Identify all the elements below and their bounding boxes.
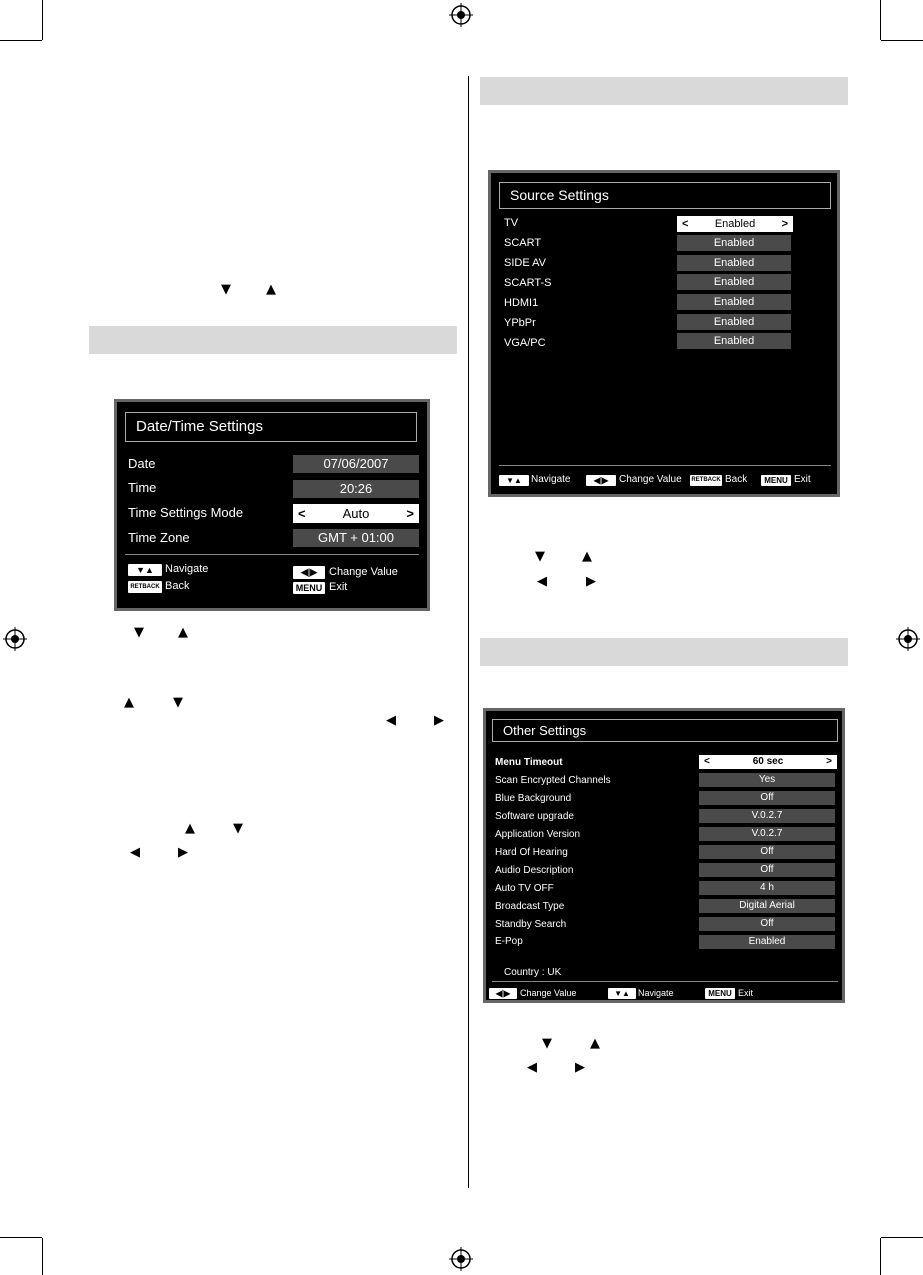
source-scart-s-value[interactable]: Enabled	[677, 274, 791, 290]
menu-key-icon: MENU	[705, 988, 735, 999]
e-pop-label: E-Pop	[495, 936, 523, 947]
registration-mark-icon	[449, 3, 473, 27]
change-value-legend: Change Value	[329, 566, 398, 578]
source-scart-s-label: SCART-S	[504, 277, 552, 289]
down-arrow-icon: ▼	[221, 282, 231, 297]
source-scart-value[interactable]: Enabled	[677, 235, 791, 251]
other-settings-screen	[483, 708, 845, 1003]
change-value-key-icon: ◀|▶	[586, 475, 616, 486]
crop-mark	[880, 1238, 881, 1275]
navigate-key-icon: ▼▲	[499, 475, 529, 486]
right-arrow-icon: ▶	[178, 845, 188, 860]
up-arrow-icon: ▲	[185, 821, 195, 836]
software-upgrade-label: Software upgrade	[495, 811, 574, 822]
left-arrow-icon: ◀	[537, 574, 547, 589]
time-settings-mode-value: Auto	[342, 506, 370, 521]
country-label: Country : UK	[504, 967, 562, 978]
chevron-right-icon[interactable]: >	[826, 756, 832, 767]
chevron-left-icon[interactable]: <	[298, 506, 306, 521]
crop-mark	[880, 0, 881, 40]
registration-mark-icon	[3, 627, 27, 651]
menu-timeout-value: 60 sec	[752, 756, 784, 767]
e-pop-value[interactable]: Enabled	[699, 935, 835, 949]
up-arrow-icon: ▲	[124, 695, 134, 710]
exit-legend: Exit	[329, 581, 348, 593]
menu-timeout-selector[interactable]	[699, 755, 837, 769]
source-side-av-value[interactable]: Enabled	[677, 255, 791, 271]
down-arrow-icon: ▼	[173, 695, 183, 710]
right-arrow-icon: ▶	[575, 1060, 585, 1075]
crop-mark	[0, 1237, 42, 1238]
auto-tv-off-value[interactable]: 4 h	[699, 881, 835, 895]
screen-title: Source Settings	[499, 182, 831, 209]
change-value-legend: Change Value	[520, 988, 577, 998]
legend-divider	[125, 554, 419, 555]
left-arrow-icon: ◀	[130, 845, 140, 860]
source-hdmi1-value[interactable]: Enabled	[677, 294, 791, 310]
legend-divider	[499, 465, 831, 466]
down-arrow-icon: ▼	[134, 625, 144, 640]
date-value[interactable]: 07/06/2007	[293, 455, 419, 473]
blue-background-label: Blue Background	[495, 793, 572, 804]
change-value-legend: Change Value	[619, 474, 682, 485]
software-upgrade-value[interactable]: V.0.2.7	[699, 809, 835, 823]
crop-mark	[881, 1237, 923, 1238]
navigate-key-icon: ▼▲	[608, 988, 636, 999]
right-arrow-icon: ▶	[434, 713, 444, 728]
source-side-av-label: SIDE AV	[504, 257, 546, 269]
registration-mark-icon	[896, 627, 920, 651]
broadcast-type-value[interactable]: Digital Aerial	[699, 899, 835, 913]
source-ypbpr-label: YPbPr	[504, 317, 536, 329]
screen-title: Date/Time Settings	[125, 412, 417, 442]
crop-mark	[0, 40, 42, 41]
exit-legend: Exit	[738, 988, 754, 998]
application-version-label: Application Version	[495, 829, 581, 840]
application-version-value: V.0.2.7	[699, 827, 835, 841]
section-heading-bar	[480, 638, 848, 666]
time-settings-mode-label: Time Settings Mode	[128, 505, 244, 520]
navigate-key-icon: ▼▲	[128, 564, 162, 576]
source-ypbpr-value[interactable]: Enabled	[677, 314, 791, 330]
change-value-key-icon: ◀|▶	[293, 566, 325, 579]
time-value[interactable]: 20:26	[293, 480, 419, 498]
time-zone-value[interactable]: GMT + 01:00	[293, 529, 419, 547]
source-tv-selector[interactable]	[677, 216, 793, 232]
down-arrow-icon: ▼	[535, 549, 545, 564]
registration-mark-icon	[449, 1247, 473, 1271]
auto-tv-off-label: Auto TV OFF	[495, 883, 554, 894]
crop-mark	[42, 0, 43, 40]
column-divider	[468, 76, 469, 1188]
chevron-left-icon[interactable]: <	[704, 756, 710, 767]
time-settings-mode-selector[interactable]	[293, 504, 419, 523]
hard-of-hearing-label: Hard Of Hearing	[495, 847, 568, 858]
scan-encrypted-channels-label: Scan Encrypted Channels	[495, 775, 611, 786]
retback-key-icon: RETBACK	[128, 581, 162, 593]
source-vga-pc-value[interactable]: Enabled	[677, 333, 791, 349]
crop-mark	[881, 40, 923, 41]
up-arrow-icon: ▲	[178, 625, 188, 640]
legend-divider	[492, 981, 838, 982]
navigate-legend: Navigate	[531, 474, 571, 485]
hard-of-hearing-value[interactable]: Off	[699, 845, 835, 859]
navigate-legend: Navigate	[638, 988, 674, 998]
right-arrow-icon: ▶	[586, 574, 596, 589]
up-arrow-icon: ▲	[582, 549, 592, 564]
source-settings-screen	[488, 170, 840, 497]
section-heading-bar	[480, 77, 848, 105]
broadcast-type-label: Broadcast Type	[495, 901, 565, 912]
chevron-right-icon[interactable]: >	[781, 218, 788, 230]
back-legend: Back	[165, 580, 190, 592]
chevron-left-icon[interactable]: <	[682, 218, 689, 230]
menu-key-icon: MENU	[293, 582, 325, 594]
standby-search-label: Standby Search	[495, 919, 567, 930]
up-arrow-icon: ▲	[266, 282, 276, 297]
audio-description-label: Audio Description	[495, 865, 574, 876]
scan-encrypted-channels-value[interactable]: Yes	[699, 773, 835, 787]
date-label: Date	[128, 456, 156, 471]
audio-description-value[interactable]: Off	[699, 863, 835, 877]
time-zone-label: Time Zone	[128, 530, 190, 545]
left-arrow-icon: ◀	[527, 1060, 537, 1075]
retback-key-icon: RETBACK	[690, 475, 722, 486]
menu-timeout-label: Menu Timeout	[495, 757, 563, 768]
down-arrow-icon: ▼	[233, 821, 243, 836]
date-time-settings-screen	[114, 399, 430, 611]
change-value-key-icon: ◀|▶	[489, 988, 517, 999]
back-legend: Back	[725, 474, 748, 485]
source-tv-value: Enabled	[714, 218, 756, 230]
source-vga-pc-label: VGA/PC	[504, 337, 546, 349]
source-tv-label: TV	[504, 217, 519, 229]
navigate-legend: Navigate	[165, 563, 209, 575]
screen-title: Other Settings	[492, 719, 838, 742]
crop-mark	[42, 1238, 43, 1275]
menu-key-icon: MENU	[761, 475, 791, 486]
chevron-right-icon[interactable]: >	[406, 506, 414, 521]
down-arrow-icon: ▼	[542, 1036, 552, 1051]
exit-legend: Exit	[794, 474, 811, 485]
source-hdmi1-label: HDMI1	[504, 297, 539, 309]
up-arrow-icon: ▲	[590, 1036, 600, 1051]
source-scart-label: SCART	[504, 237, 542, 249]
time-label: Time	[128, 480, 157, 495]
blue-background-value[interactable]: Off	[699, 791, 835, 805]
section-heading-bar	[89, 326, 457, 354]
left-arrow-icon: ◀	[386, 713, 396, 728]
standby-search-value[interactable]: Off	[699, 917, 835, 931]
